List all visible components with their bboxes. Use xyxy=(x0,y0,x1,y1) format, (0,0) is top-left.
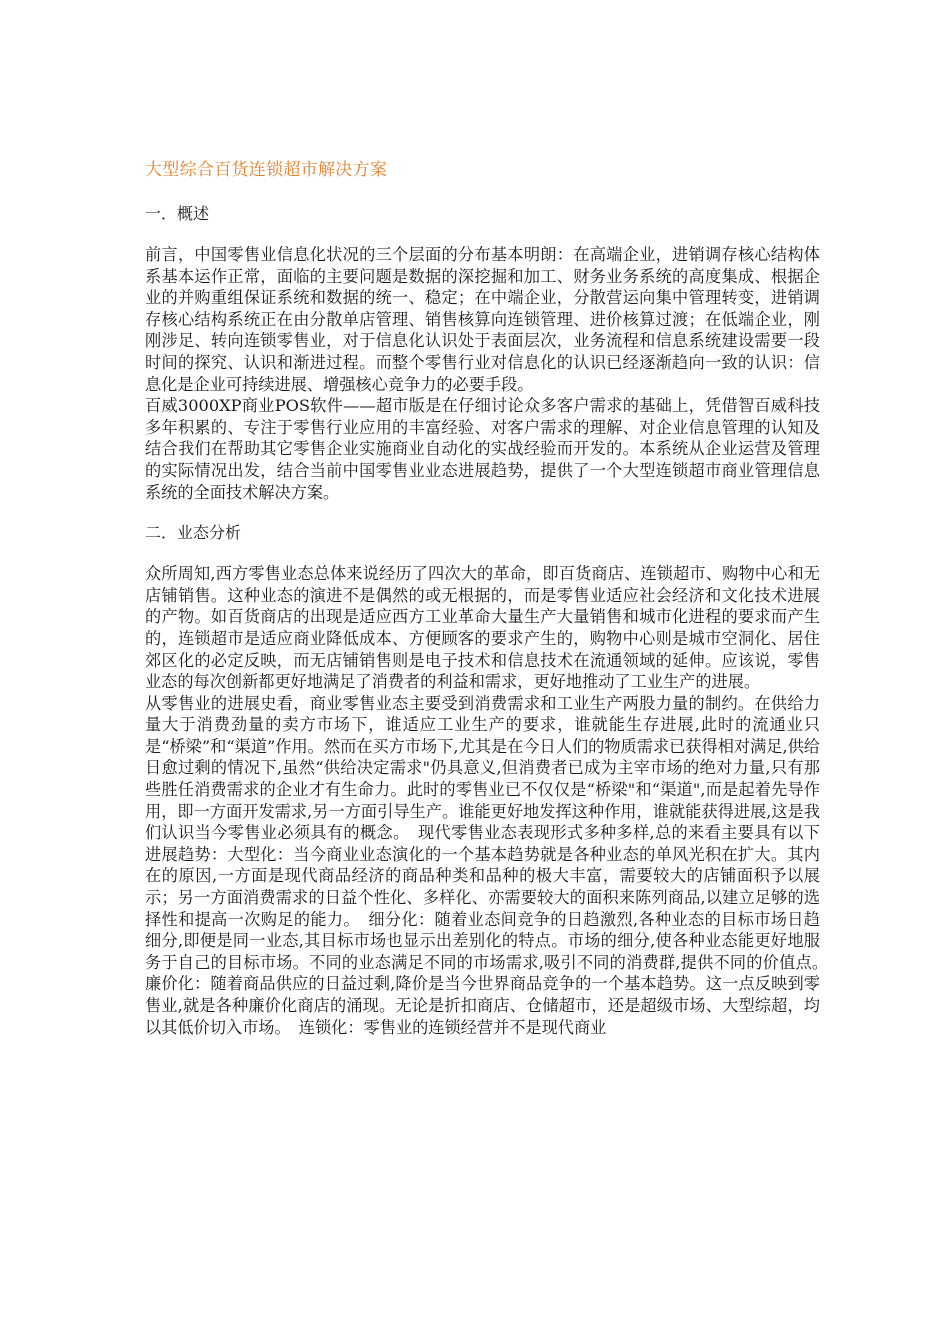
paragraph: 众所周知,西方零售业态总体来说经历了四次大的革命，即百货商店、连锁超市、购物中心和无店铺销售。这种业态的演进不是偶然的或无根据的，而是零售业适应社会经济和文化技术进展的产物。如百货商店的出现是适应西方工业革命大量生产大量销售和城市化进程的要求而产生的，连锁超市是适应商业降低成本、方便顾客的要求产生的，购物中心则是城市空洞化、居住郊区化的必定反映，而无店铺销售则是电子技术和信息技术在流通领域的延伸。应该说，零售业态的每次创新都更好地满足了消费者的利益和需求，更好地推动了工业生产的进展。 xyxy=(145,564,820,692)
spacer xyxy=(145,545,820,563)
document-page xyxy=(145,158,837,1038)
document-title: 大型综合百货连锁超市解决方案 xyxy=(145,160,388,180)
section-heading-overview: 一．概述 xyxy=(145,204,210,223)
spacer xyxy=(145,503,820,521)
paragraph: 从零售业的进展史看，商业零售业态主要受到消费需求和工业生产两股力量的制约。在供给力量大于消费劲量的卖方市场下，谁适应工业生产的要求，谁就能生存进展,此时的流通业只是“桥梁”和“渠道”作用。然而在买方市场下,尤其是在今日人们的物质需求已获得相对满足,供给日愈过剩的情况下,虽然“供给决定需求"仍具意义,但消费者已成为主宰市场的绝对力量,只有那些胜任消费需求的企业才有生命力。此时的零售业已不仅仅是“桥梁"和“渠道",而是起着先导作用，即一方面开发需求,另一方面引导生产。谁能更好地发挥这种作用，谁就能获得进展,这是我们认识当今零售业必须具有的概念。 现代零售业态表现形式多种多样,总的来看主要具有以下进展趋势：大型化：当今商业业态演化的一个基本趋势就是各种业态的单风光积在扩大。其内在的原因,一方面是现代商品经济的商品种类和品种的极大丰富，需要较大的店铺面积予以展示；另一方面消费需求的日益个性化、多样化、亦需要较大的面积来陈列商品,以建立足够的选择性和提高一次购足的能力。 细分化：随着业态间竞争的日趋激烈,各种业态的目标市场日趋细分,即便是同一业态,其目标市场也显示出差别化的特点。市场的细分,使各种业态能更好地服务于自己的目标市场。不同的业态满足不同的市场需求,吸引不同的消费群,提供不同的价值点。 廉价化：随着商品供应的日益过剩,降价是当今世界商品竞争的一个基本趋势。这一点反映到零售业,就是各种廉价化商店的涌现。无论是折扣商店、仓储超市，还是超级市场、大型综超，均以其低价切入市场。 连锁化：零售业的连锁经营并不是现代商业 xyxy=(145,693,837,1037)
spacer xyxy=(145,226,820,244)
paragraph: 百威3000XP商业POS软件——超市版是在仔细讨论众多客户需求的基础上，凭借智百威科技多年积累的、专注于零售行业应用的丰富经验、对客户需求的理解、对企业信息管理的认知及结合我们在帮助其它零售企业实施商业自动化的实战经验而开发的。本系统从企业运营及管理的实际情况出发，结合当前中国零售业业态进展趋势，提供了一个大型连锁超市商业管理信息系统的全面技术解决方案。 xyxy=(145,396,820,502)
paragraph: 前言，中国零售业信息化状况的三个层面的分布基本明朗：在高端企业，进销调存核心结构体系基本运作正常，面临的主要问题是数据的深挖掘和加工、财务业务系统的高度集成、根据企业的并购重组保证系统和数据的统一、稳定；在中端企业，分散营运向集中管理转变，进销调存核心结构系统正在由分散单店管理、销售核算向连锁管理、进价核算过渡；在低端企业，刚刚涉足、转向连锁零售业，对于信息化认识处于表面层次，业务流程和信息系统建设需要一段时间的探究、认识和渐进过程。而整个零售行业对信息化的认识已经逐渐趋向一致的认识：信息化是企业可持续进展、增强核心竞争力的必要手段。 xyxy=(145,245,820,394)
section-heading-analysis: 二．业态分析 xyxy=(145,523,242,543)
spacer xyxy=(145,182,820,202)
